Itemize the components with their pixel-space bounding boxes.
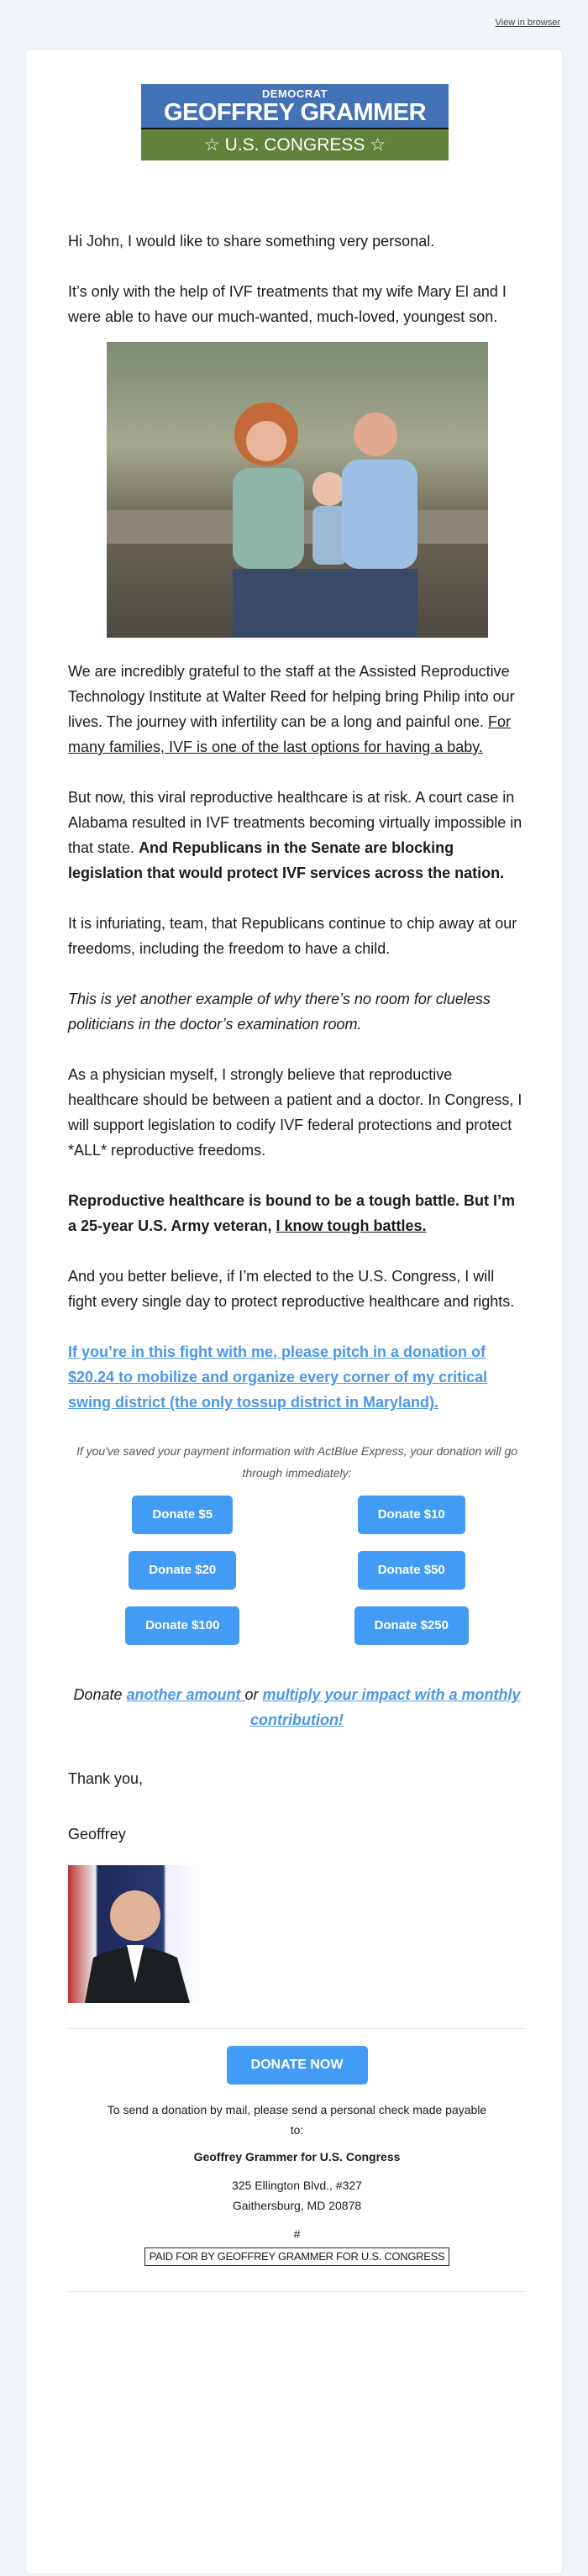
paragraph: But now, this viral reproductive healthcare is at risk. A court case in Alabama resulted in IVF treatments becoming virtually impossible in that state. And Republicans in the Senate are blocking legislation that would protect IVF services across the nation. bbox=[68, 789, 522, 881]
star-icon: ☆ bbox=[203, 135, 225, 155]
other-amount-text: Donate another amount or multiply your impact with a monthly contribution! bbox=[73, 1686, 521, 1728]
logo-office: U.S. CONGRESS bbox=[224, 135, 365, 155]
donation-cta-link[interactable]: If you’re in this fight with me, please pitch in a donation of $20.24 to mobilize and organize every corner of my critical swing district (the only tossup district in Maryland). bbox=[68, 1343, 488, 1411]
address-line-1: 325 Ellington Blvd., #327 bbox=[232, 2179, 362, 2192]
donate-now-button[interactable]: DONATE NOW bbox=[227, 2046, 368, 2084]
paragraph: It is infuriating, team, that Republicans continue to chip away at our freedoms, including the freedom to have a child. bbox=[68, 915, 517, 957]
hash-mark: # bbox=[293, 2227, 301, 2241]
donate-5-button[interactable]: Donate $5 bbox=[132, 1496, 233, 1534]
footer bbox=[68, 2029, 526, 2266]
signature-name: Geoffrey bbox=[68, 1826, 126, 1843]
paragraph: We are incredibly grateful to the staff at the Assisted Reproductive Technology Institute at Walter Reed for helping bring Philip into our lives. The journey with infertility can be a long and painful one. For many families, IVF is one of the last options for having a baby. bbox=[68, 663, 515, 755]
email-card bbox=[25, 49, 563, 2574]
campaign-logo bbox=[141, 84, 449, 160]
family-photo bbox=[107, 342, 488, 638]
paragraph: This is yet another example of why there’s no room for clueless politicians in the doctor’s examination room. bbox=[68, 991, 491, 1033]
donate-10-button[interactable]: Donate $10 bbox=[358, 1496, 465, 1534]
paragraph: It’s only with the help of IVF treatments that my wife Mary El and I were able to have our much-wanted, much-loved, youngest son. bbox=[68, 283, 507, 325]
donate-50-button[interactable]: Donate $50 bbox=[358, 1551, 465, 1590]
star-icon: ☆ bbox=[365, 135, 386, 155]
donate-250-button[interactable]: Donate $250 bbox=[354, 1606, 469, 1645]
paragraph: As a physician myself, I strongly believe that reproductive healthcare should be between a patient and a doctor. In Congress, I will support legislation to codify IVF federal protections and protect *ALL* reproductive freedoms. bbox=[68, 1066, 522, 1159]
address-line-2: Gaithersburg, MD 20878 bbox=[232, 2199, 362, 2212]
paragraph: Reproductive healthcare is bound to be a tough battle. But I’m a 25-year U.S. Army veteran, I know tough battles. bbox=[68, 1192, 516, 1234]
donate-20-button[interactable]: Donate $20 bbox=[129, 1551, 236, 1590]
paid-for-disclaimer: PAID FOR BY GEOFFREY GRAMMER FOR U.S. CONGRESS bbox=[144, 2247, 450, 2266]
divider bbox=[68, 2291, 526, 2292]
another-amount-link[interactable]: another amount bbox=[126, 1686, 245, 1703]
closing-thanks: Thank you, bbox=[68, 1770, 144, 1787]
greeting: Hi John, I would like to share something very personal. bbox=[68, 233, 435, 250]
logo-party: DEMOCRAT bbox=[261, 87, 328, 100]
email-body bbox=[68, 229, 526, 2292]
paragraph: And you better believe, if I’m elected to the U.S. Congress, I will fight every single day to protect reproductive healthcare and rights. bbox=[68, 1268, 515, 1310]
donate-100-button[interactable]: Donate $100 bbox=[125, 1606, 239, 1645]
logo-name: GEOFFREY GRAMMER bbox=[163, 99, 427, 126]
mail-instructions: To send a donation by mail, please send a personal check made payable to: bbox=[107, 2103, 487, 2137]
committee-name: Geoffrey Grammer for U.S. Congress bbox=[193, 2150, 401, 2163]
view-in-browser-link[interactable]: View in browser bbox=[495, 18, 560, 28]
candidate-portrait bbox=[68, 1865, 204, 2003]
actblue-note: If you've saved your payment information with ActBlue Express, your donation will go through immediately: bbox=[76, 1444, 518, 1480]
monthly-contribution-link[interactable]: multiply your impact with a monthly contribution! bbox=[250, 1686, 521, 1728]
donation-buttons bbox=[68, 1496, 526, 1645]
